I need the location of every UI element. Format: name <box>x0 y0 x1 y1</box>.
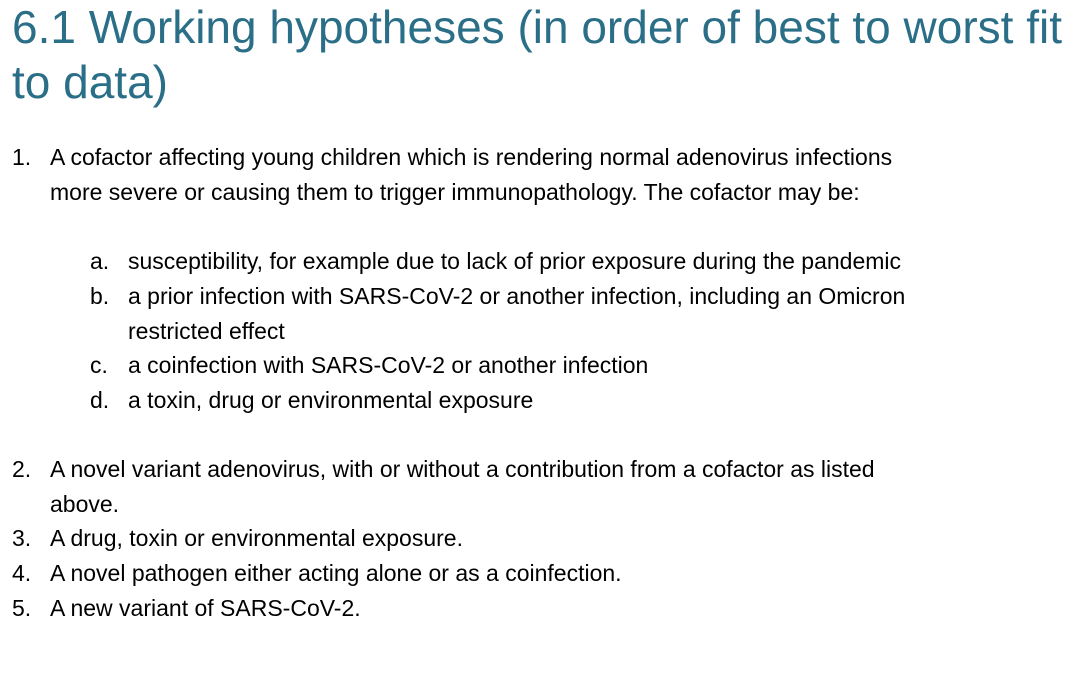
sub-item-a <box>90 244 1070 279</box>
section-heading <box>12 0 1080 110</box>
list-item-2 <box>12 452 1072 522</box>
list-item-2-line-1: A novel variant adenovirus, with or without a contribution from a cofactor as listed <box>50 456 875 482</box>
sub-item-d-line-1: a toxin, drug or environmental exposure <box>128 387 534 413</box>
list-item-1-line-1: A cofactor affecting young children which is rendering normal adenovirus infections <box>50 144 893 170</box>
sub-item-a-line-1: susceptibility, for example due to lack of prior exposure during the pandemic <box>128 248 902 274</box>
sub-item-b-line-2: restricted effect <box>128 318 285 344</box>
sub-item-c-letter: c. <box>90 352 108 378</box>
sub-item-c-line-1: a coinfection with SARS-CoV-2 or another infection <box>128 352 649 378</box>
list-item-1-number: 1. <box>12 144 32 170</box>
sub-item-d <box>90 383 1070 418</box>
sub-item-b <box>90 279 1070 349</box>
section-heading-line-2: to data) <box>12 56 168 108</box>
section-heading-line-1: 6.1 Working hypotheses (in order of best to worst fit <box>12 1 1062 53</box>
list-item-4-number: 4. <box>12 560 32 586</box>
list-item-5-line-1: A new variant of SARS-CoV-2. <box>50 595 361 621</box>
list-item-1 <box>12 140 1072 210</box>
list-item-2-line-2: above. <box>50 491 120 517</box>
sub-item-d-letter: d. <box>90 387 110 413</box>
list-item-4-line-1: A novel pathogen either acting alone or as a coinfection. <box>50 560 622 586</box>
list-item-5-number: 5. <box>12 595 32 621</box>
list-item-4 <box>12 556 1072 591</box>
sub-item-c <box>90 348 1070 383</box>
sub-item-b-line-1: a prior infection with SARS-CoV-2 or another infection, including an Omicron <box>128 283 906 309</box>
list-item-1-line-2: more severe or causing them to trigger immunopathology. The cofactor may be: <box>50 179 860 205</box>
list-item-2-number: 2. <box>12 456 32 482</box>
sub-item-a-letter: a. <box>90 248 110 274</box>
list-item-3-line-1: A drug, toxin or environmental exposure. <box>50 525 463 551</box>
list-item-3-number: 3. <box>12 525 32 551</box>
list-item-3 <box>12 521 1072 556</box>
list-item-5 <box>12 591 1072 626</box>
sub-item-b-letter: b. <box>90 283 110 309</box>
